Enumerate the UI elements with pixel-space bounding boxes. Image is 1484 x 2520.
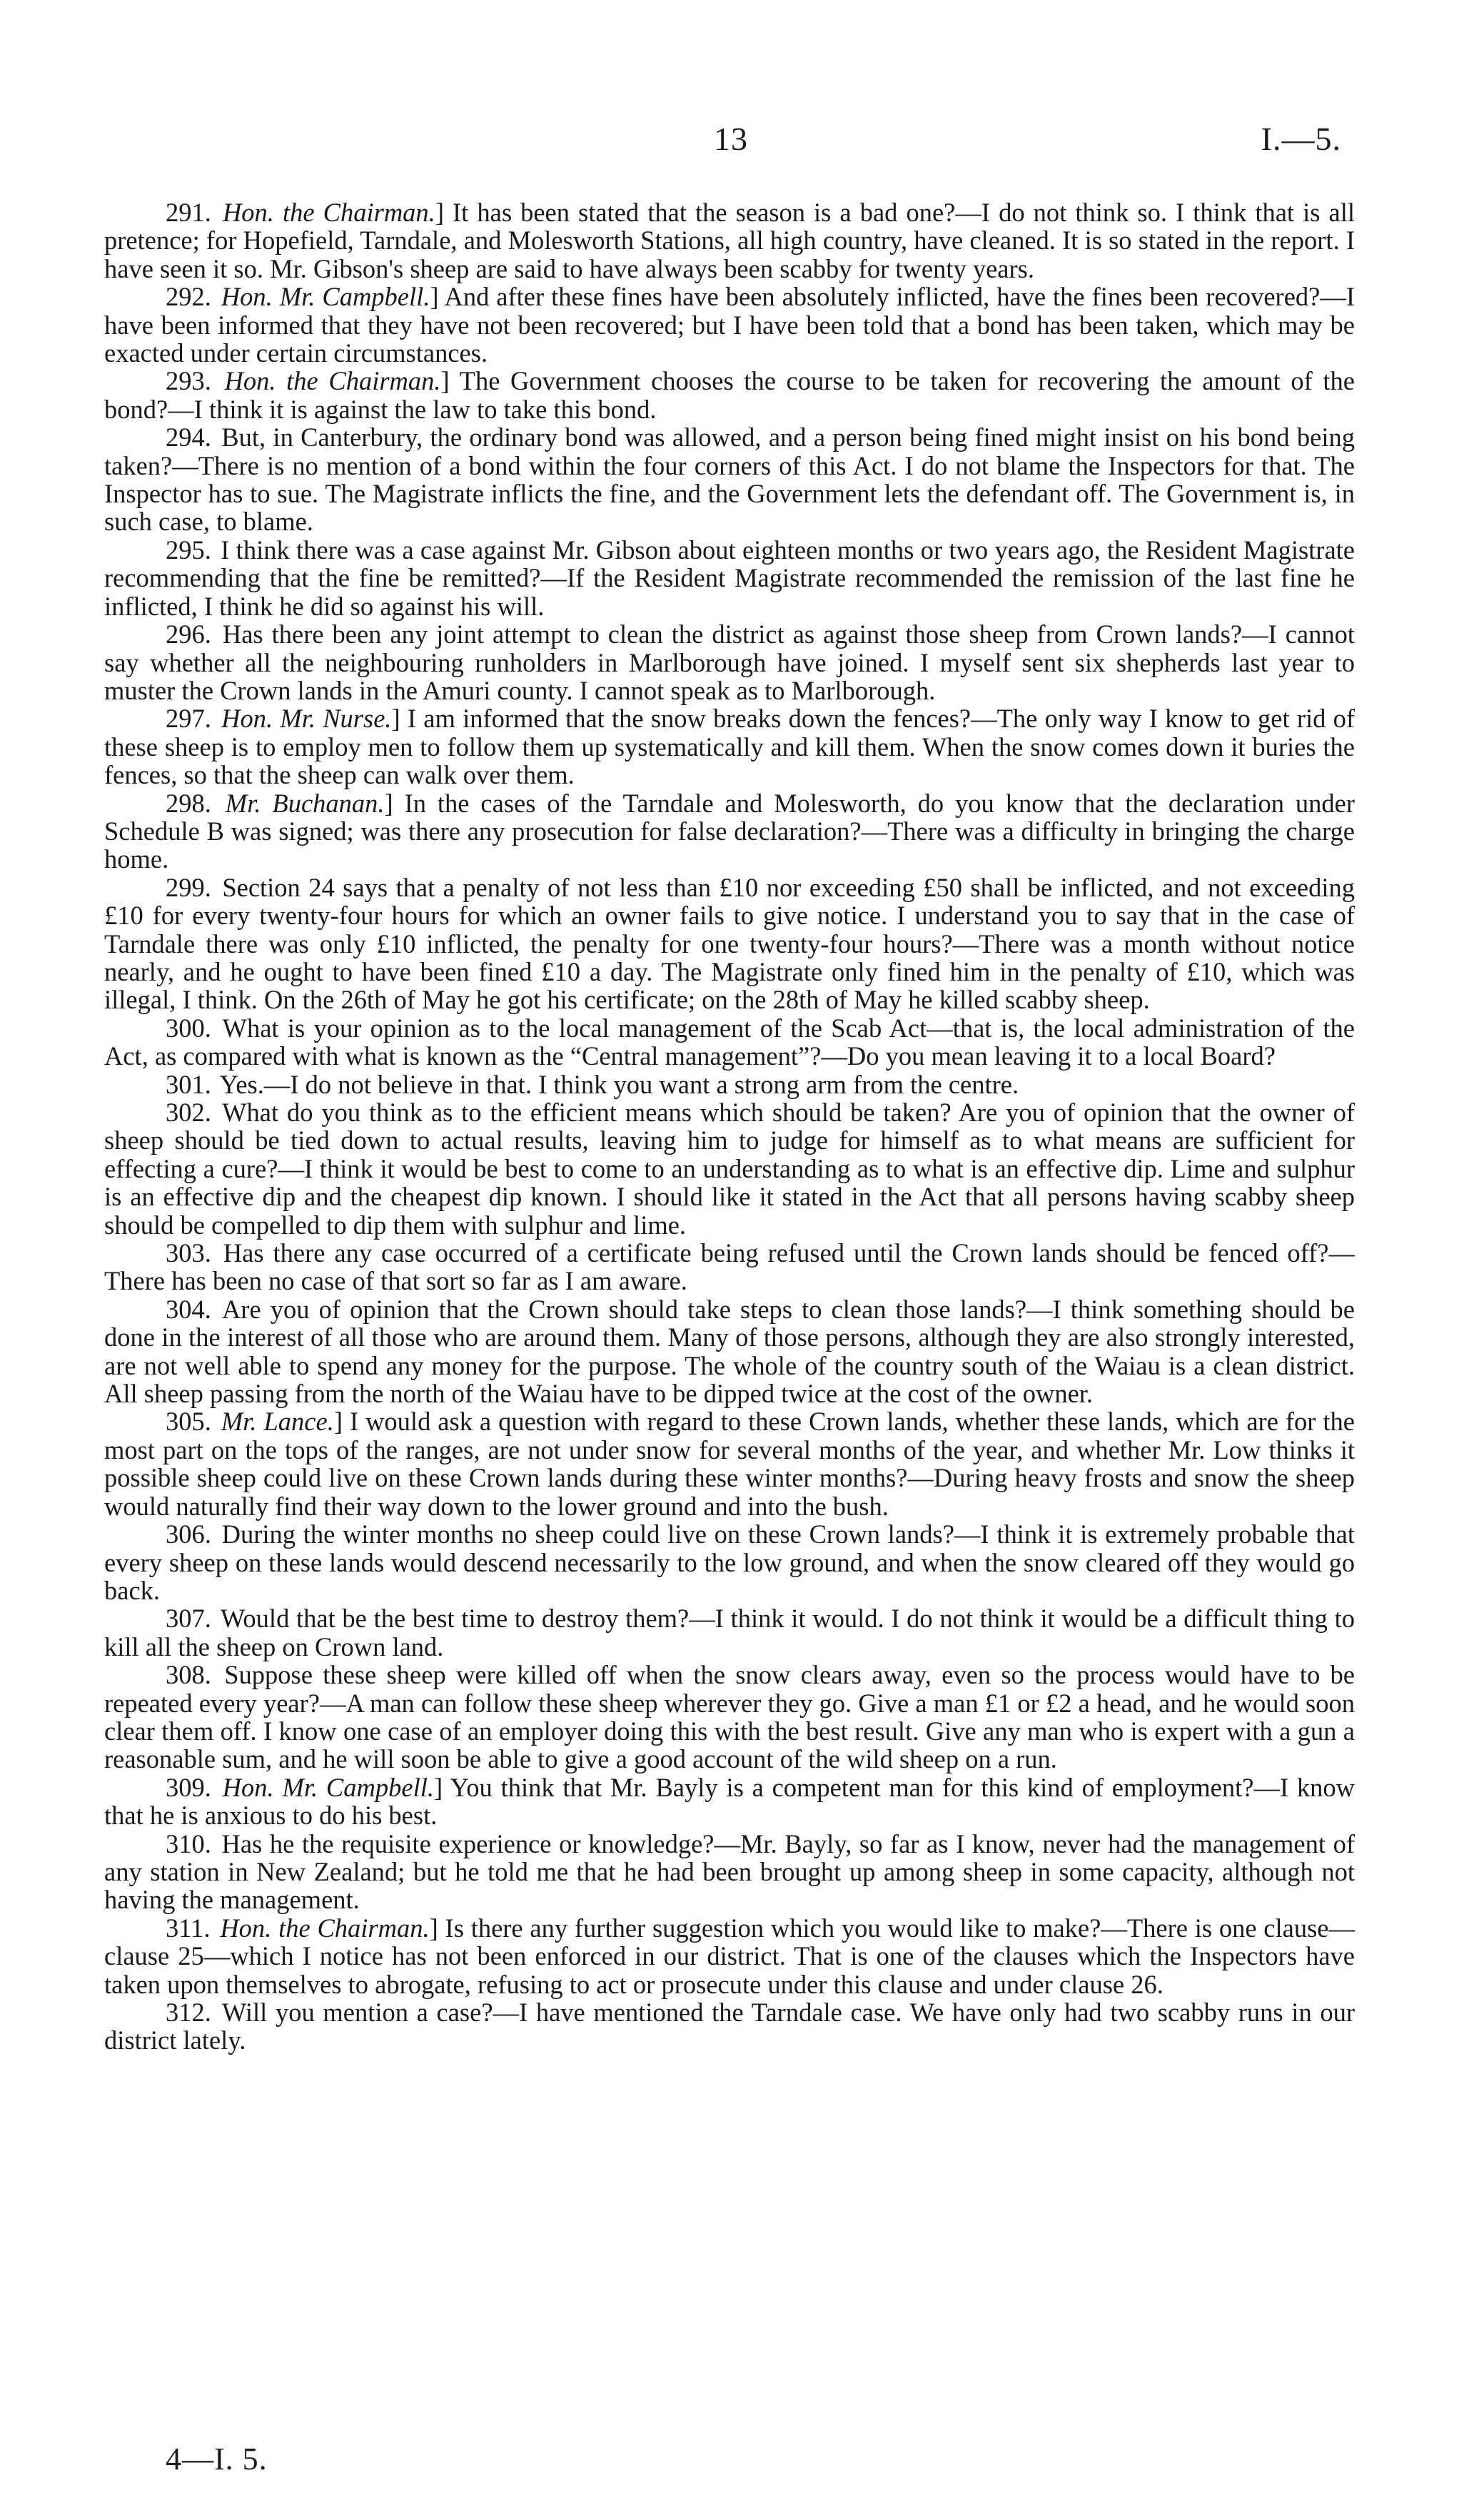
question-307 (104, 1604, 1355, 1661)
question-text: Section 24 says that a penalty of not less than £10 nor exceeding £50 shall be inflicted, and not exceeding £10 for every twenty-four hours for which an owner fails to give notice. I understand you to say that in the case of Tarndale there was only £10 inflicted, the penalty for one twenty-four hours?—There was a month without notice nearly, and he ought to have been fined £10 a day. The Magistrate only fined him in the penalty of £10, which was illegal, I think. On the 26th of May he got his certificate; on the 28th of May he killed scabby sheep. (104, 872, 1356, 1015)
question-text: Suppose these sheep were killed off when the snow clears away, even so the process would have to be repeated every year?—A man can follow these sheep wherever they go. Give a man £1 or £2 a head, and he would soon clear them off. I know one case of an employer doing this with the best result. Give any man who is expert with a gun a reasonable sum, and he will soon be able to give a good account of the wild sheep on a run. (104, 1660, 1356, 1774)
question-text: ] The Government chooses the course to be taken for recovering the amount of the bond?—I think it is against the law to take this bond. (104, 366, 1356, 424)
question-number: 304. (166, 1294, 211, 1324)
evidence-body (104, 198, 1355, 2055)
speaker: Hon. Mr. Nurse. (221, 704, 392, 734)
question-309 (104, 1773, 1355, 1830)
question-number: 298. (166, 788, 211, 818)
question-number: 297. (166, 704, 211, 734)
question-text: Has there any case occurred of a certificate being refused until the Crown lands should be fenced off?—There has been no case of that sort so far as I am aware. (104, 1238, 1356, 1296)
question-297 (104, 704, 1355, 789)
speaker: Mr. Buchanan. (225, 788, 385, 818)
question-number: 295. (166, 535, 211, 565)
question-number: 299. (166, 872, 211, 902)
question-text: Has there been any joint attempt to clean the district as against those sheep from Crown lands?—I cannot say whether all the neighbouring runholders in Marlborough have joined. I myself sent six shepherds last year to muster the Crown lands in the Amuri county. I cannot speak as to Marlborough. (104, 619, 1355, 705)
speaker: Hon. Mr. Campbell. (222, 1772, 434, 1802)
question-number: 303. (166, 1238, 211, 1268)
question-302 (104, 1098, 1355, 1239)
speaker: Hon. the Chairman. (220, 1913, 430, 1943)
question-text: I think there was a case against Mr. Gibson about eighteen months or two years ago, the Resident Magistrate recommending that the fine be remitted?—If the Resident Magistrate recommended the remission of the last fine he inflicted, I think he did so against his will. (104, 535, 1356, 621)
question-number: 308. (166, 1660, 211, 1690)
question-number: 301. (166, 1069, 211, 1099)
question-number: 292. (166, 282, 211, 312)
speaker: Hon. the Chairman. (224, 366, 441, 396)
question-number: 302. (166, 1098, 211, 1127)
speaker: Hon. the Chairman. (222, 198, 435, 227)
question-304 (104, 1295, 1355, 1408)
question-298 (104, 789, 1355, 874)
question-number: 291. (166, 198, 211, 227)
question-number: 306. (166, 1519, 211, 1549)
question-text: What is your opinion as to the local management of the Scab Act—that is, the local administration of the Act, as compared with what is known as the “Central management”?—Do you mean leaving it to a local Board? (104, 1013, 1356, 1071)
question-text: ] You think that Mr. Bayly is a competent man for this kind of employment?—I know that he is anxious to do his best. (104, 1772, 1356, 1831)
question-303 (104, 1239, 1355, 1295)
question-text: What do you think as to the efficient means which should be taken? Are you of opinion that the owner of sheep should be tied down to actual results, leaving him to judge for himself as to what means are sufficient for effecting a cure?—I think it would be best to come to an understanding as to what is an effective dip. Lime and sulphur is an effective dip and the cheapest dip known. I should like it stated in the Act that all persons having scabby sheep should be compelled to dip them with sulphur and lime. (104, 1098, 1355, 1240)
question-text: ] And after these fines have been absolutely inflicted, have the fines been recovered?—I have been informed that they have not been recovered; but I have been told that a bond has been taken, which may be exacted under certain circumstances. (104, 282, 1356, 368)
page-number: 13 (714, 121, 748, 157)
question-311 (104, 1914, 1355, 1998)
question-text: ] Is there any further suggestion which you would like to make?—There is one clause—clause 25—which I notice has not been enforced in our district. That is one of the clauses which the Inspectors have taken upon themselves to abrogate, refusing to act or prosecute under this clause and under clause 26. (104, 1913, 1356, 1999)
question-293 (104, 367, 1355, 423)
question-295 (104, 536, 1355, 620)
question-number: 307. (166, 1604, 211, 1634)
speaker: Mr. Lance. (221, 1407, 334, 1437)
question-number: 312. (166, 1998, 211, 2027)
question-text: Yes.—I do not believe in that. I think you want a strong arm from the centre. (219, 1069, 1019, 1099)
question-300 (104, 1014, 1355, 1071)
question-292 (104, 283, 1355, 367)
question-301 (104, 1071, 1355, 1098)
question-312 (104, 1998, 1355, 2055)
question-text: ] In the cases of the Tarndale and Molesworth, do you know that the declaration under Schedule B was signed; was there any prosecution for false declaration?—There was a difficulty in bringing the charge home. (104, 788, 1356, 874)
question-305 (104, 1407, 1355, 1520)
question-308 (104, 1661, 1355, 1773)
question-291 (104, 198, 1355, 283)
speaker: Hon. Mr. Campbell. (221, 282, 430, 312)
question-text: ] It has been stated that the season is a bad one?—I do not think so. I think that is all pretence; for Hopefield, Tarndale, and Molesworth Stations, all high country, have cleaned. It is so stated in the report. I have seen it so. Mr. Gibson's sheep are said to have always been scabby for twenty years. (104, 198, 1356, 283)
question-number: 310. (166, 1828, 211, 1858)
question-text: During the winter months no sheep could live on these Crown lands?—I think it is extremely probable that every sheep on these lands would descend necessarily to the low ground, and when the snow cleared off they would go back. (104, 1519, 1355, 1605)
question-306 (104, 1520, 1355, 1604)
question-299 (104, 874, 1355, 1014)
question-text: ] I am informed that the snow breaks down the fences?—The only way I know to get rid of these sheep is to employ men to follow them up systematically and kill them. When the snow comes down it buries the fences, so that the sheep can walk over them. (104, 704, 1355, 790)
question-310 (104, 1830, 1355, 1914)
page-header (0, 120, 1484, 163)
question-text: Has he the requisite experience or knowledge?—Mr. Bayly, so far as I know, never had the management of any station in New Zealand; but he told me that he had been brought up among sheep in some capacity, although not having the management. (104, 1828, 1356, 1915)
question-number: 296. (166, 619, 211, 649)
question-number: 293. (166, 366, 211, 396)
signature-mark: 4—I. 5. (166, 2441, 268, 2476)
question-number: 311. (166, 1913, 211, 1943)
paper-reference: I.—5. (1261, 121, 1341, 157)
question-text: But, in Canterbury, the ordinary bond was allowed, and a person being fined might insist on his bond being taken?—There is no mention of a bond within the four corners of this Act. I do not blame the Inspectors for that. The Inspector has to sue. The Magistrate inflicts the fine, and the Government lets the defendant off. The Government is, in such case, to blame. (104, 422, 1355, 537)
question-296 (104, 620, 1355, 704)
question-text: Are you of opinion that the Crown should take steps to clean those lands?—I think something should be done in the interest of all those who are around them. Many of those persons, although they are also strongly interested, are not well able to spend any money for the purpose. The whole of the country south of the Waiau is a clean district. All sheep passing from the north of the Waiau have to be dipped twice at the cost of the owner. (104, 1294, 1355, 1409)
question-number: 294. (166, 422, 211, 452)
question-text: ] I would ask a question with regard to these Crown lands, whether these lands, which are for the most part on the tops of the ranges, are not under snow for several months of the year, and whether Mr. Low thinks it possible sheep could live on these Crown lands during these winter months?—During heavy frosts and snow the sheep would naturally find their way down to the lower ground and into the bush. (104, 1407, 1356, 1521)
question-text: Would that be the best time to destroy them?—I think it would. I do not think it would be a difficult thing to kill all the sheep on Crown land. (104, 1604, 1356, 1661)
question-text: Will you mention a case?—I have mentioned the Tarndale case. We have only had two scabby runs in our district lately. (104, 1998, 1356, 2055)
question-number: 305. (166, 1407, 211, 1437)
question-number: 300. (166, 1013, 211, 1043)
question-294 (104, 423, 1355, 536)
question-number: 309. (166, 1772, 211, 1802)
